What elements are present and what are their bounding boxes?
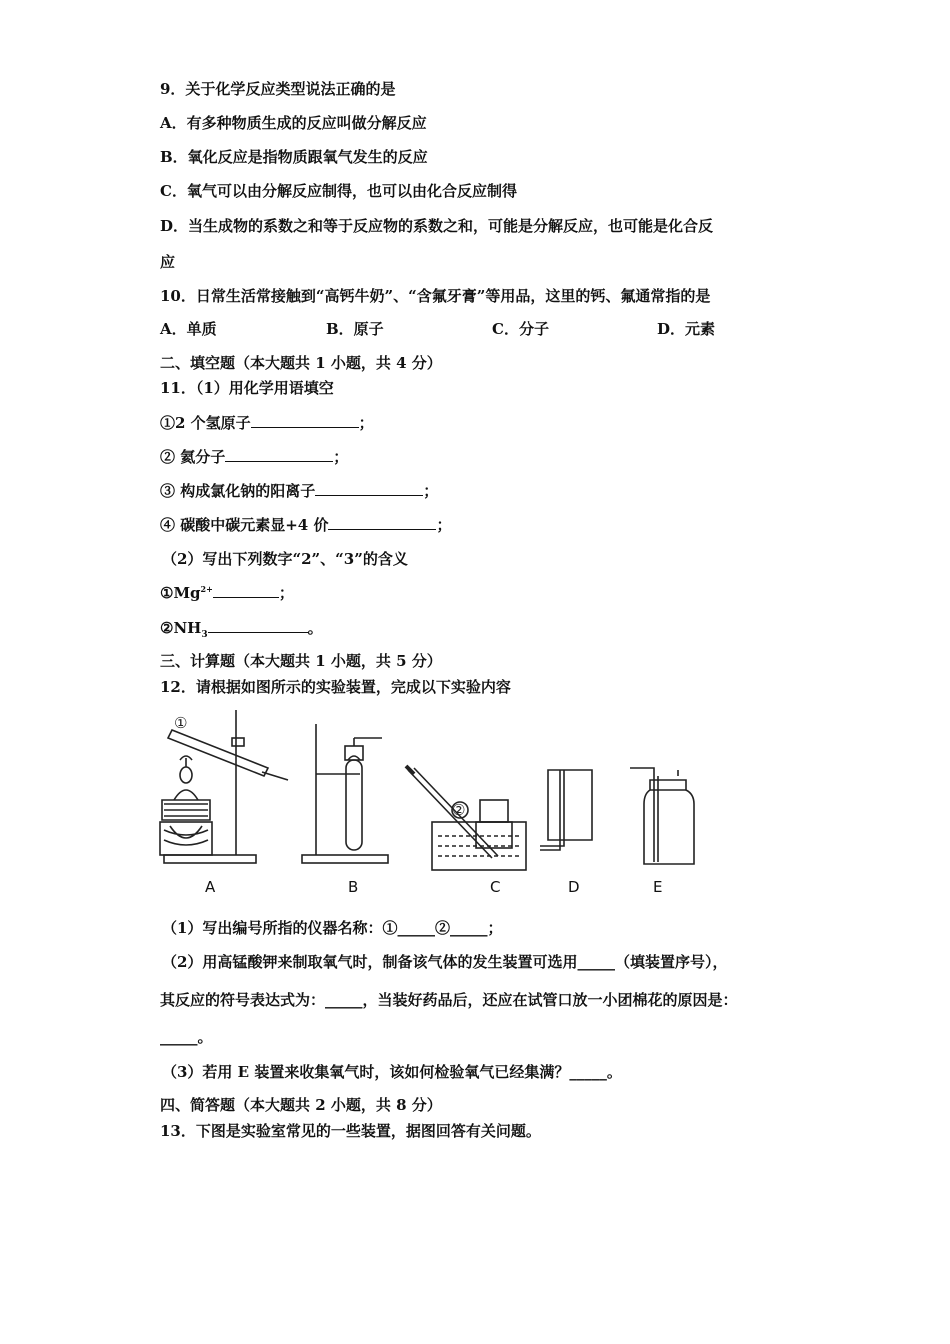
marker-2: ② [452,801,466,819]
q11-item-3 [160,480,438,501]
q12-part-3: （3）若用 E 装置来收集氧气时，该如何检验氧气已经集满？_____。 [162,1063,622,1081]
q10-option-d: D．元素 [657,320,716,338]
apparatus-d [540,770,592,850]
q12-part-2: （2）用高锰酸钾来制取氧气时，制备该气体的发生装置可选用_____（填装置序号）， [162,953,728,971]
period: 。 [307,619,323,637]
lab-apparatus-figure [150,700,710,880]
q12-part-2-cont: 其反应的符号表达式为：_____，当装好药品后，还应在试管口放一小团棉花的原因是： [160,991,738,1009]
answer-blank[interactable] [225,447,333,462]
q12-part-1: （1）写出编号所指的仪器名称：①_____②_____； [162,919,503,937]
nh-symbol: ②NH [160,619,202,637]
semicolon: ； [278,584,294,602]
q11-item-3-text: ③ 构成氯化钠的阳离子 [160,482,316,500]
apparatus-c [406,766,526,870]
q11-item-2-text: ② 氦分子 [160,448,226,466]
figure-label-d: D [568,878,580,896]
section-3-heading: 三、计算题（本大题共 1 小题，共 5 分） [160,652,442,670]
q11-stem: 11．（1）用化学用语填空 [160,379,334,397]
q9-option-d-cont: 应 [160,253,176,271]
figure-label-a: A [205,878,216,896]
answer-blank[interactable] [208,618,308,633]
nh-subscript: 3 [201,630,208,640]
q9-stem: 9．关于化学反应类型说法正确的是 [160,80,396,98]
semicolon: ； [436,516,452,534]
semicolon: ； [423,482,439,500]
apparatus-e [630,768,694,864]
q11-mg [160,582,294,603]
q10-stem: 10．日常生活常接触到“高钙牛奶”、“含氟牙膏”等用品，这里的钙、氟通常指的是 [160,287,711,305]
q11-item-1 [160,412,374,433]
q10-option-c: C．分子 [492,320,549,338]
section-2-heading: 二、填空题（本大题共 1 小题，共 4 分） [160,354,442,372]
section-4-heading: 四、简答题（本大题共 2 小题，共 8 分） [160,1096,442,1114]
figure-label-b: B [348,878,359,896]
q12-stem: 12．请根据如图所示的实验装置，完成以下实验内容 [160,678,511,696]
q11-item-1-text: ①2 个氢原子 [160,414,251,432]
apparatus-a [160,710,288,863]
mg-charge: 2+ [200,584,213,594]
q9-option-b: B．氧化反应是指物质跟氧气发生的反应 [160,148,428,166]
q13-stem: 13．下图是实验室常见的一些装置，据图回答有关问题。 [160,1122,541,1140]
answer-blank[interactable] [213,583,279,598]
figure-label-e: E [653,878,663,896]
semicolon: ； [358,414,374,432]
q10-option-a: A．单质 [160,320,217,338]
q11-nh3 [160,617,323,640]
semicolon: ； [333,448,349,466]
answer-blank[interactable] [315,481,423,496]
answer-blank[interactable] [328,515,436,530]
mg-symbol: ①Mg [160,584,201,602]
q11-part-2: （2）写出下列数字“2”、“3”的含义 [162,550,408,568]
figure-label-c: C [490,878,501,896]
apparatus-b [302,724,388,863]
q11-item-2 [160,446,348,467]
q10-option-b: B．原子 [326,320,384,338]
answer-blank[interactable] [251,413,359,428]
q11-item-4 [160,514,451,535]
marker-1: ① [174,714,188,732]
q9-option-c: C．氧气可以由分解反应制得，也可以由化合反应制得 [160,182,517,200]
q12-part-2-end: _____。 [160,1028,213,1046]
q9-option-a: A．有多种物质生成的反应叫做分解反应 [160,114,427,132]
q11-item-4-text: ④ 碳酸中碳元素显+4 价 [160,516,329,534]
q9-option-d: D．当生成物的系数之和等于反应物的系数之和，可能是分解反应，也可能是化合反 [160,217,714,235]
